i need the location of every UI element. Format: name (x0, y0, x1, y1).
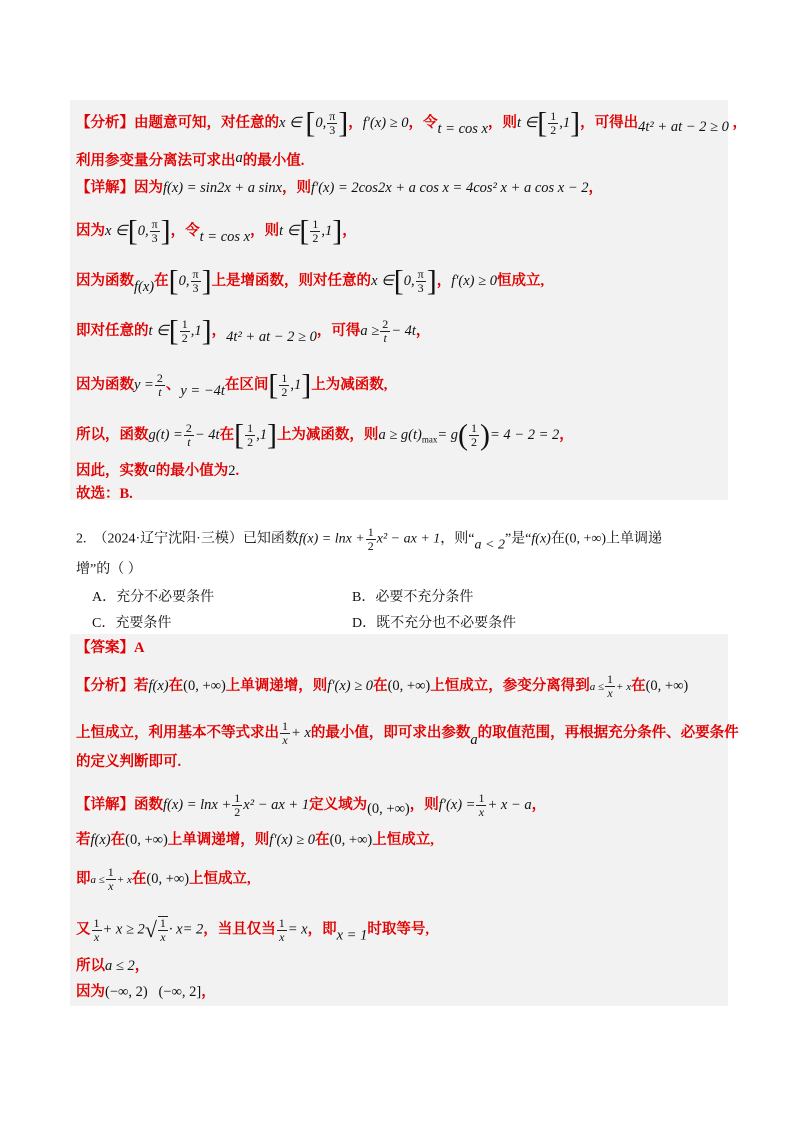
math: + x ≥ 2 (102, 921, 145, 938)
text: 在 (110, 832, 126, 848)
bracket: [ (168, 264, 179, 298)
bracket: ] (266, 418, 277, 452)
text: 在 (315, 832, 330, 848)
bracket: [ (537, 106, 548, 140)
text: 因为函数 (76, 376, 134, 393)
text: 在 (550, 531, 565, 547)
text: ， (531, 796, 547, 813)
math: = 2 (182, 921, 204, 938)
text: 的取值范围，再根据充分条件、必要条件 (477, 724, 739, 741)
q1-detail-line3: 因为函数f(x)在[0, $\frac{\pi}{3}$ ]上是增函数，则对任意的x ∈[0, $\frac{\pi}{3}$ ]，f′(x) ≥ 0恒成立, (76, 264, 545, 298)
math: g(t) = (148, 426, 183, 443)
q2-detail-line1 (76, 792, 546, 819)
num: 1 (312, 217, 319, 231)
num: 1 (278, 915, 285, 930)
text: 上是增函数，则对任意的 (211, 272, 372, 289)
math: + x (116, 873, 132, 886)
text: ，令 (170, 222, 200, 239)
q2-detail-line3 (76, 866, 251, 893)
den: 2 (312, 231, 319, 245)
text: 在 (373, 677, 388, 694)
math: f(x) = lnx + (298, 531, 365, 547)
num: 1 (247, 421, 254, 435)
math: (0, +∞) (564, 531, 607, 547)
math: a (148, 460, 156, 476)
den: 2 (367, 539, 374, 553)
math: (0, +∞) (387, 677, 431, 694)
text: ，即 (307, 921, 337, 938)
den: 2 (550, 123, 557, 137)
sqrt-sign: √ (144, 917, 157, 942)
fraction (180, 318, 190, 345)
fraction (380, 318, 390, 345)
den: x (108, 879, 114, 893)
den: x (160, 930, 166, 944)
math: t ∈ (279, 222, 300, 239)
den: x (279, 929, 285, 944)
text: 因为 (134, 180, 163, 196)
q2-question-line1 (76, 526, 662, 556)
math: (0, +∞) (645, 677, 689, 694)
fraction (232, 792, 242, 819)
bracket: ] (570, 106, 581, 140)
math: (0, +∞) (329, 832, 373, 848)
math: ,1 (190, 322, 202, 339)
math: f(x) = sin2x + a sinx (163, 180, 283, 196)
math: a ≤ (90, 873, 105, 886)
text: 定义域为 (309, 796, 368, 813)
option-c[interactable]: C．充要条件 (92, 616, 172, 631)
text: 在 (219, 426, 235, 443)
fraction (416, 268, 426, 295)
math: = 4 − 2 = 2 (490, 426, 560, 443)
text: 又 (76, 921, 91, 938)
den: 2 (181, 331, 188, 345)
math: t = cos x (437, 120, 488, 137)
text: 时取等号, (367, 921, 429, 938)
fraction (277, 917, 287, 944)
text: 因此，实数 (76, 463, 149, 479)
fraction (476, 792, 486, 819)
num: π (192, 267, 199, 281)
den: t (187, 435, 191, 449)
q1-detail-line6 (76, 418, 574, 452)
math: = g (437, 426, 459, 443)
text: 在 (168, 677, 184, 694)
text: 上恒成立, (372, 832, 434, 848)
den: x (607, 686, 613, 700)
math: a ≤ (589, 680, 605, 693)
text: 因为 (76, 222, 105, 239)
analysis-tag: 【分析】 (76, 677, 134, 694)
text: 上单调递增，则 (167, 832, 270, 848)
bracket: ] (201, 264, 212, 298)
detail-tag: 【详解】 (76, 180, 134, 196)
math: f(x) (134, 278, 155, 295)
text: ，则 (282, 180, 312, 196)
text: 由题意可知，对任意的 (134, 114, 279, 131)
math: + x − a (487, 796, 532, 813)
question-source: （2024·辽宁沈阳·三模）已知函数 (93, 531, 299, 547)
bracket: ] (160, 214, 171, 248)
math: ,1 (256, 426, 267, 443)
den: 2 (471, 435, 478, 449)
num: 1 (181, 317, 188, 331)
math: (0, +∞) (183, 677, 226, 694)
q1-detail-line1: 【详解】因为f(x) = sin2x + a sinx，则f′(x) = 2cos2x + a cos x = 4cos² x + a cos x − 2， (76, 180, 604, 196)
math: x ∈ (279, 114, 302, 131)
text: 上单调递增，则 (225, 677, 328, 694)
math: f(x) (148, 677, 169, 694)
den: 2 (247, 435, 254, 449)
text: ，则“ (440, 531, 475, 547)
q2-detail-line4 (76, 916, 429, 945)
math: f′(x) ≥ 0 (451, 272, 497, 289)
math: y = −4t (180, 382, 225, 399)
num: π (151, 217, 158, 231)
math: f′(x) ≥ 0 (327, 677, 374, 694)
q1-analysis-line2 (76, 148, 304, 171)
bracket: [ (305, 106, 316, 140)
fraction (158, 916, 168, 944)
text: ，当且仅当 (203, 921, 276, 938)
fraction (92, 917, 102, 944)
math: a < 2 (474, 537, 505, 553)
math: 0, (178, 272, 190, 289)
text: 因为函数 (76, 272, 134, 289)
num: 2 (156, 371, 163, 385)
q1-detail-line8: 故选：B. (76, 486, 133, 502)
math: a ≤ 2 (105, 958, 135, 974)
math: y = (134, 376, 154, 393)
q2-analysis-line2 (76, 720, 739, 750)
den: 3 (192, 281, 199, 295)
math: t ∈ (148, 322, 169, 339)
den: 3 (151, 231, 158, 245)
fraction (191, 268, 201, 295)
text: 的最小值，即可求出参数 (310, 724, 471, 741)
q2-analysis-line1 (76, 673, 688, 700)
math: f′(x) = (438, 796, 476, 813)
q1-analysis-line1: 【分析】由题意可知，对任意的x ∈ [0, $\frac{\pi}{3}$ ]，f′(x) ≥ 0，令t = cos x，则t ∈[ $\frac{1}{2}$ ,1]，可得出4t² + at − 2 ≥ 0 ， (76, 106, 747, 140)
den: 2 (281, 385, 288, 399)
math: = x (287, 921, 308, 938)
text: ，则 (487, 114, 517, 131)
text: 所以 (76, 958, 105, 974)
math: 0, (315, 114, 327, 131)
math: f′(x) ≥ 0 (269, 832, 316, 848)
num: π (417, 267, 424, 281)
text: ，则 (250, 222, 280, 239)
question-number: 2. (76, 531, 87, 547)
num: 1 (93, 915, 100, 930)
q2-answer: 【答案】A (76, 640, 145, 656)
text: ， (201, 984, 216, 1000)
den: x (93, 929, 100, 944)
q1-detail-line4: 即对任意的t ∈[ $\frac{1}{2}$ ,1]，4t² + at − 2 ≥ 0，可得a ≥ $\frac{2}{t}$ − 4t， (76, 314, 431, 348)
q2-detail-line6 (76, 982, 216, 1002)
math: (0, +∞) (125, 832, 168, 848)
option-d[interactable]: D．既不充分也不必要条件 (352, 616, 517, 631)
math: (−∞, 2] (158, 984, 202, 1000)
q2-analysis-line3: 的定义判断即可. (76, 754, 182, 770)
num: π (329, 109, 336, 123)
text: 若 (134, 677, 149, 694)
den: 3 (417, 281, 424, 295)
num: 1 (234, 791, 241, 805)
math: x² − ax + 1 (243, 796, 310, 813)
text: ， (559, 426, 574, 443)
math: (0, +∞) (146, 870, 190, 887)
fraction (106, 866, 116, 893)
math: x ∈ (371, 272, 394, 289)
math: a ≥ (360, 322, 380, 339)
fraction (155, 372, 165, 399)
den: t (383, 331, 387, 345)
math: 2 (228, 463, 236, 479)
math: f′(x) ≥ 0 (362, 114, 409, 131)
num: 1 (607, 672, 614, 686)
bracket: ] (301, 368, 312, 402)
num: 1 (550, 109, 557, 123)
analysis-tag: 【分析】 (76, 114, 134, 131)
bracket: [ (299, 214, 310, 248)
text: 恒成立, (496, 272, 545, 289)
num: 1 (282, 719, 288, 733)
fraction (327, 110, 337, 137)
den: x (478, 805, 485, 819)
text: 在 (154, 272, 169, 289)
math: a (470, 731, 478, 748)
text: 上为减函数，则 (276, 426, 379, 443)
q2-detail-line5 (76, 956, 149, 976)
math: a ≥ g(t) (378, 426, 422, 443)
bracket: [ (127, 214, 138, 248)
num: 1 (471, 421, 478, 435)
math: x ∈ (105, 222, 128, 239)
text: 上恒成立，参变分离得到 (430, 677, 590, 694)
math: f′(x) = 2cos2x + a cos x = 4cos² x + a cos x − 2 (311, 180, 589, 196)
fraction (280, 720, 290, 747)
fraction (605, 673, 615, 700)
text: 的最小值为 (155, 463, 229, 479)
text: ，可得 (316, 322, 361, 339)
math: 0, (137, 222, 149, 239)
math: · x (168, 921, 183, 938)
text: 上恒成立, (189, 870, 251, 887)
den: t (158, 385, 162, 399)
math: − 4t (194, 426, 220, 443)
fraction (366, 526, 376, 553)
text: 即 (76, 870, 91, 887)
text: 因为 (76, 984, 105, 1000)
num: 1 (367, 525, 374, 539)
text: . (235, 463, 240, 479)
bracket: ] (201, 314, 212, 348)
q1-detail-line2: 因为x ∈[0, $\frac{\pi}{3}$ ]，令t = cos x，则t ∈[ $\frac{1}{2}$ ,1]， (76, 214, 357, 248)
paren: ) (480, 418, 491, 452)
bracket: [ (268, 368, 279, 402)
bracket: [ (234, 418, 245, 452)
den: x (282, 733, 288, 747)
text: 若 (76, 832, 91, 848)
text: 在 (631, 677, 646, 694)
option-b[interactable]: B．必要不充分条件 (352, 590, 474, 605)
den: 3 (329, 123, 336, 137)
math: t ∈ (516, 114, 538, 131)
math: + x (616, 680, 632, 693)
text: ，令 (408, 114, 438, 131)
math: ,1 (321, 222, 333, 239)
text: 利用参变量分离法可求出 (76, 153, 236, 169)
num: 1 (159, 916, 166, 930)
q2-question-line2: 增”的（ ） (76, 562, 142, 577)
math: ,1 (559, 114, 571, 131)
bracket: ] (338, 106, 349, 140)
fraction (150, 218, 160, 245)
num: 2 (382, 317, 389, 331)
detail-tag: 【详解】 (76, 796, 134, 813)
math: 4t² + at − 2 ≥ 0 (226, 328, 317, 345)
math: f(x) = lnx + (163, 796, 232, 813)
num: 1 (281, 371, 288, 385)
fraction (245, 422, 255, 449)
paren: ( (458, 418, 469, 452)
num: 2 (185, 421, 192, 435)
math: + x (291, 724, 311, 741)
math: t = cos x (199, 228, 251, 245)
num: 1 (107, 865, 114, 879)
text: ，可得出 (580, 114, 639, 131)
text: 的最小值. (242, 153, 305, 169)
fraction (279, 372, 289, 399)
q2-detail-line2 (76, 830, 434, 850)
text: ， (211, 322, 227, 339)
math: 0, (403, 272, 415, 289)
fraction (184, 422, 194, 449)
fraction (548, 110, 558, 137)
math: x = 1 (336, 927, 368, 944)
text: ”是“ (504, 531, 532, 547)
text: 上恒成立，利用基本不等式求出 (76, 724, 279, 741)
option-a[interactable]: A．充分不必要条件 (92, 590, 215, 605)
bracket: [ (168, 314, 179, 348)
math: x² − ax + 1 (376, 531, 441, 547)
math: − 4t (391, 322, 416, 339)
text: ，则 (409, 796, 439, 813)
num: 1 (478, 791, 485, 805)
math: ,1 (290, 376, 302, 393)
bracket: ] (332, 214, 343, 248)
fraction (469, 422, 479, 449)
text: ， (134, 958, 150, 974)
math: (−∞, 2) (105, 984, 148, 1000)
text: 即对任意的 (76, 322, 149, 339)
text: 函数 (134, 796, 163, 813)
math: (0, +∞) (367, 800, 410, 817)
text: 上为减函数, (311, 376, 388, 393)
bracket: ] (426, 264, 437, 298)
q1-detail-line7 (76, 458, 239, 481)
text: 上单调递 (606, 531, 663, 547)
text: 、 (165, 376, 181, 393)
fraction (310, 218, 320, 245)
bracket: [ (393, 264, 404, 298)
math: f(x) (531, 531, 551, 547)
text: 在区间 (224, 376, 269, 393)
math-subscript: max (421, 434, 438, 445)
text: 在 (131, 870, 147, 887)
math: a (235, 150, 243, 166)
q1-detail-line5 (76, 368, 388, 402)
math: 4t² + at − 2 ≥ 0 (638, 118, 729, 135)
den: 2 (234, 805, 241, 819)
text: 所以，函数 (76, 426, 149, 443)
math: f(x) (90, 832, 111, 848)
